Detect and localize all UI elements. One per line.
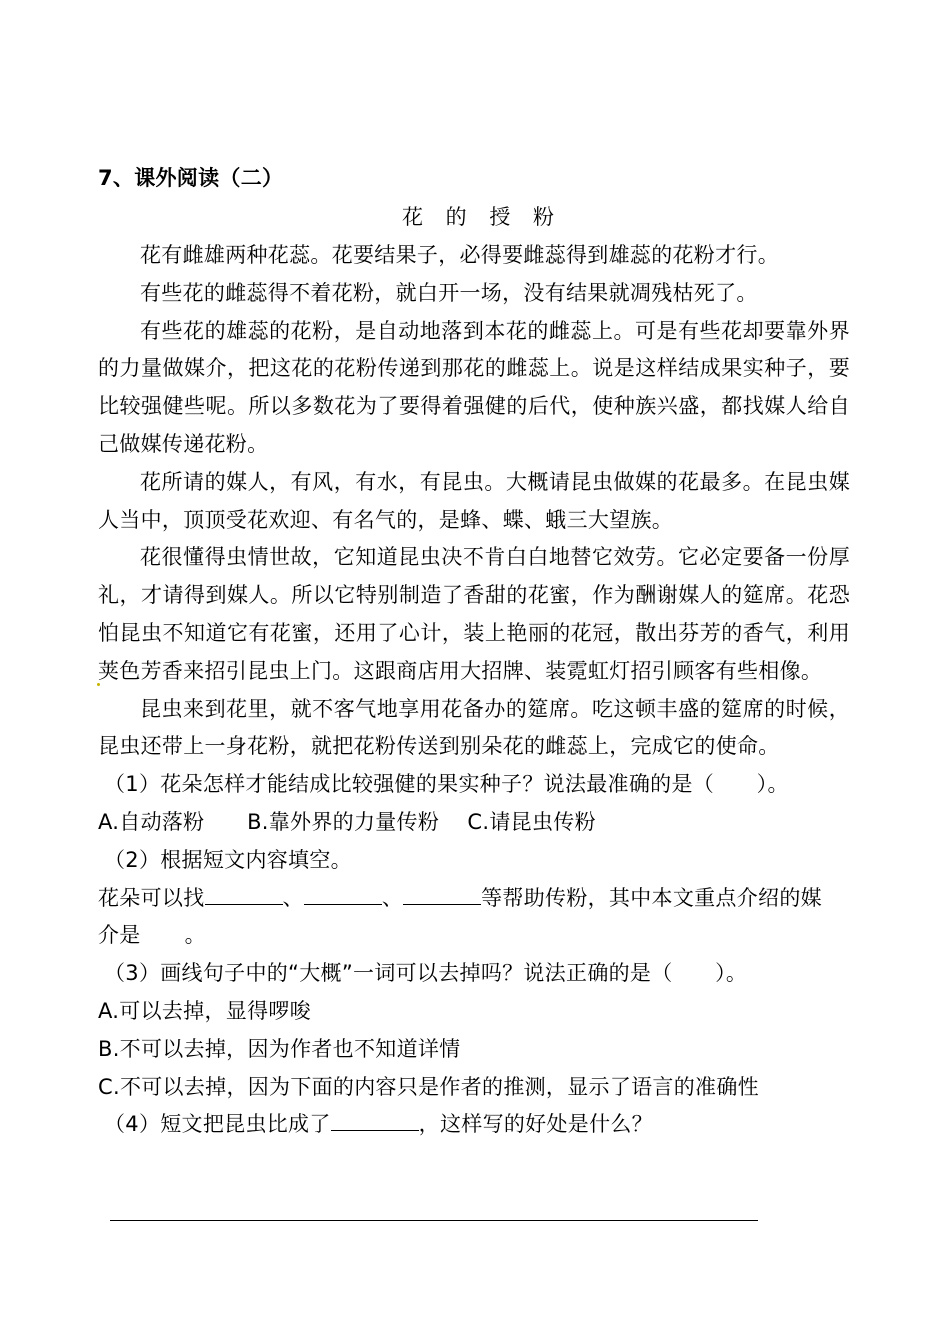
article-body bbox=[98, 237, 850, 1144]
blank-3[interactable] bbox=[403, 882, 481, 905]
question-3-option-b: B.不可以去掉，因为作者也不知道详情 bbox=[98, 1036, 461, 1061]
blank-1[interactable] bbox=[205, 882, 283, 905]
question-2-fill-line bbox=[98, 880, 850, 918]
section-heading: 7、课外阅读（二） bbox=[98, 166, 284, 190]
paragraph-2: 有些花的雌蕊得不着花粉，就白开一场，没有结果就凋残枯死了。 bbox=[140, 280, 758, 305]
question-3-prompt: （3）画线句子中的“大概”一词可以去掉吗？说法正确的是（ ）。 bbox=[104, 961, 748, 986]
question-4-prompt bbox=[98, 1106, 850, 1144]
paragraph-5: 花很懂得虫情世故，它知道昆虫决不肯白白地替它效劳。它必定要备一份厚礼，才请得到媒人。所以它特别制造了香甜的花蜜，作为酬谢媒人的筵席。花恐怕昆虫不知道它有花蜜，还用了心计，装上艳丽的花冠，散出芬芳的香气，利用荚色芳香来招引昆虫上门。这跟商店用大招牌、装霓虹灯招引顾客有些相像。 bbox=[98, 545, 850, 683]
separator-1: 、 bbox=[282, 885, 304, 910]
question-2-fill-line-2 bbox=[98, 917, 850, 955]
paragraph-6: 昆虫来到花里，就不客气地享用花备办的筵席。吃这顿丰盛的筵席的时候，昆虫还带上一身花粉，就把花粉传送到别朵花的雌蕊上，完成它的使命。 bbox=[98, 696, 850, 759]
paragraph-1: 花有雌雄两种花蕊。花要结果子，必得要雌蕊得到雄蕊的花粉才行。 bbox=[140, 243, 779, 267]
answer-line[interactable] bbox=[110, 1220, 758, 1221]
question-4-text-2: ，这样写的好处是什么？ bbox=[418, 1112, 653, 1137]
article-title: 花 的 授 粉 bbox=[401, 205, 563, 229]
fill-text-1: 花朵可以找 bbox=[98, 885, 205, 910]
question-3-option-a: A.可以去掉，显得啰唆 bbox=[98, 998, 311, 1023]
fill-end: 。 bbox=[184, 923, 206, 948]
paragraph-4: 花所请的媒人，有风，有水，有昆虫。大概请昆虫做媒的花最多。在昆虫媒人当中，顶顶受花欢迎、有名气的，是蜂、蝶、蛾三大望族。 bbox=[98, 469, 850, 532]
question-4-text-1: （4）短文把昆虫比成了 bbox=[104, 1112, 331, 1137]
blank-5[interactable] bbox=[331, 1108, 419, 1131]
separator-2: 、 bbox=[381, 885, 404, 910]
question-1-options: A.自动落粉 B.靠外界的力量传粉 C.请昆虫传粉 bbox=[98, 809, 596, 834]
blank-4[interactable] bbox=[141, 920, 185, 942]
question-3-option-c: C.不可以去掉，因为下面的内容只是作者的推测，显示了语言的准确性 bbox=[98, 1074, 759, 1099]
fill-text-3: 介是 bbox=[98, 923, 141, 948]
paragraph-3: 有些花的雄蕊的花粉，是自动地落到本花的雌蕊上。可是有些花却要靠外界的力量做媒介，把这花的花粉传递到那花的雌蕊上。说是这样结成果实种子，要比较强健些呢。所以多数花为了要得着强健的后代，使种族兴盛，都找媒人给自己做媒传递花粉。 bbox=[98, 318, 850, 456]
question-2-prompt: （2）根据短文内容填空。 bbox=[104, 847, 352, 872]
stray-mark bbox=[97, 683, 100, 686]
fill-text-2: 等帮助传粉，其中本文重点介绍的媒 bbox=[481, 885, 822, 910]
blank-2[interactable] bbox=[304, 882, 382, 905]
question-1-prompt: （1）花朵怎样才能结成比较强健的果实种子？说法最准确的是（ ）。 bbox=[104, 772, 789, 797]
